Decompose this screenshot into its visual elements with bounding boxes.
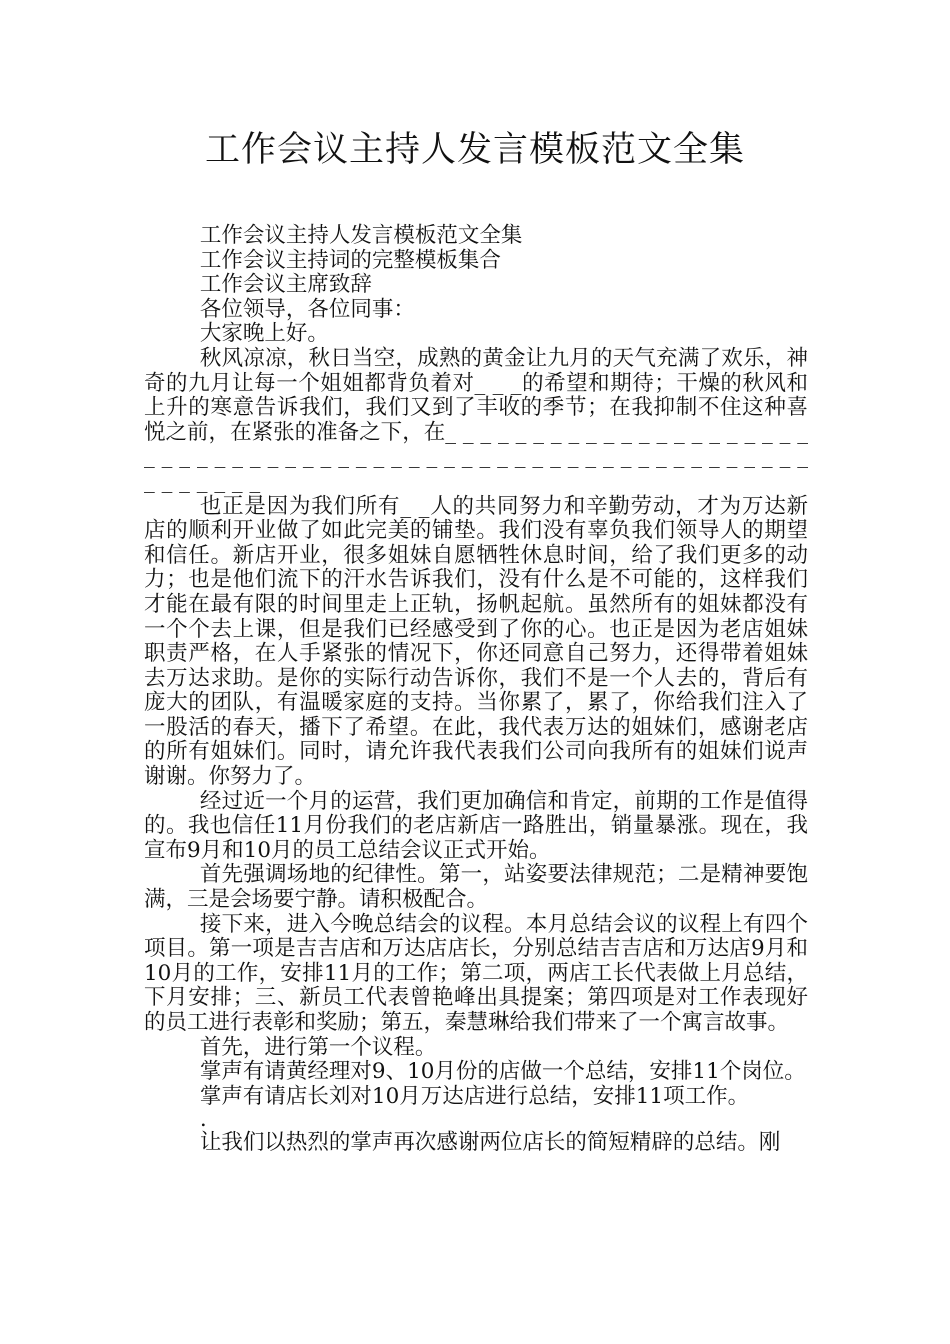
paragraph-thanks: 让我们以热烈的掌声再次感谢两位店长的简短精辟的总结。刚 xyxy=(199,1130,781,1156)
paragraph-manager-huang: 掌声有请黄经理对9、10月份的店做一个总结，安排11个岗位。 xyxy=(199,1059,806,1085)
paragraph-manager-liu: 掌声有请店长刘对10月万达店进行总结，安排11项工作。 xyxy=(199,1083,750,1109)
paragraph-heading-3: 工作会议主席致辞 xyxy=(199,272,372,298)
paragraph-heading-1: 工作会议主持人发言模板范文全集 xyxy=(199,223,523,248)
paragraph-discipline: 首先强调场地的纪律性。第一，站姿要法律规范；二是精神要饱满，三是会场要宁静。请积极配合。 xyxy=(144,862,808,913)
document-title: 工作会议主持人发言模板范文全集 xyxy=(204,130,745,170)
paragraph-meeting-start: 经过近一个月的运营，我们更加确信和肯定，前期的工作是值得的。我也信任11月份我们的老店新店一路胜出，销量暴涨。现在，我宣布9月和10月的员工总结会议正式开始。 xyxy=(144,788,808,863)
paragraph-first-item: 首先，进行第一个议程。 xyxy=(199,1034,437,1060)
paragraph-gratitude: 也正是因为我们所有_ _人的共同努力和辛勤劳动，才为万达新店的顺利开业做了如此完美的铺垫。我们没有辜负我们领导人的期望和信任。新店开业，很多姐妹自愿牺牲休息时间，给了我们更多的动力；也是他们流下的汗水告诉我们，没有什么是不可能的，这样我们才能在最有限的时间里走上正轨，扬帆起航。虽然所有的姐妹都没有一个个去上课，但是我们已经感受到了你的心。也正是因为老店姐妹职责严格，在人手紧张的情况下，你还同意自己努力，还得带着姐妹去万达求助。是你的实际行动告诉你，我们不是一个人去的，背后有庞大的团队，有温暖家庭的支持。当你累了，累了，你给我们注入了一股活的春天，播下了希望。在此，我代表万达的姐妹们，感谢老店的所有姐妹们。同时，请允许我代表我们公司向我所有的姐妹们说声谢谢。你努力了。 xyxy=(144,493,808,790)
paragraph-autumn: 秋风凉凉，秋日当空，成熟的黄金让九月的天气充满了欢乐，神奇的九月让每一个姐姐都背负着对_ _ _的希望和期待；干燥的秋风和上升的寒意告诉我们，我们又到了丰收的季节；在我抑制不住这种喜悦之前，在紧张的准备之下，在_ _ _ _ _ _ _ _ _ _ _ _ _ _ _ _ _ _ _ _ _ _ _ _ _ _ _ _ _ _ _ _ _ _ _ _ _ _ _ _ _ _ _ _ _ _ _ _ _ _ _ _ _ _ _ _ _ _ _ _ _ _ _ _ _ _ xyxy=(144,345,808,494)
paragraph-agenda: 接下来，进入今晚总结会的议程。本月总结会议的议程上有四个项目。第一项是吉吉店和万达店店长，分别总结吉吉店和万达店9月和10月的工作，安排11月的工作；第二项，两店工长代表做上月总结，下月安排；三、新员工代表曾艳峰出具提案；第四项是对工作表现好的员工进行表彰和奖励；第五，秦慧琳给我们带来了一个寓言故事。 xyxy=(144,911,808,1035)
document-body xyxy=(144,224,808,1156)
paragraph-salutation: 各位领导，各位同事： xyxy=(199,296,415,322)
paragraph-dot: . xyxy=(199,1107,207,1133)
paragraph-heading-2: 工作会议主持词的完整模板集合 xyxy=(199,247,501,273)
paragraph-greeting: 大家晚上好。 xyxy=(199,321,329,347)
